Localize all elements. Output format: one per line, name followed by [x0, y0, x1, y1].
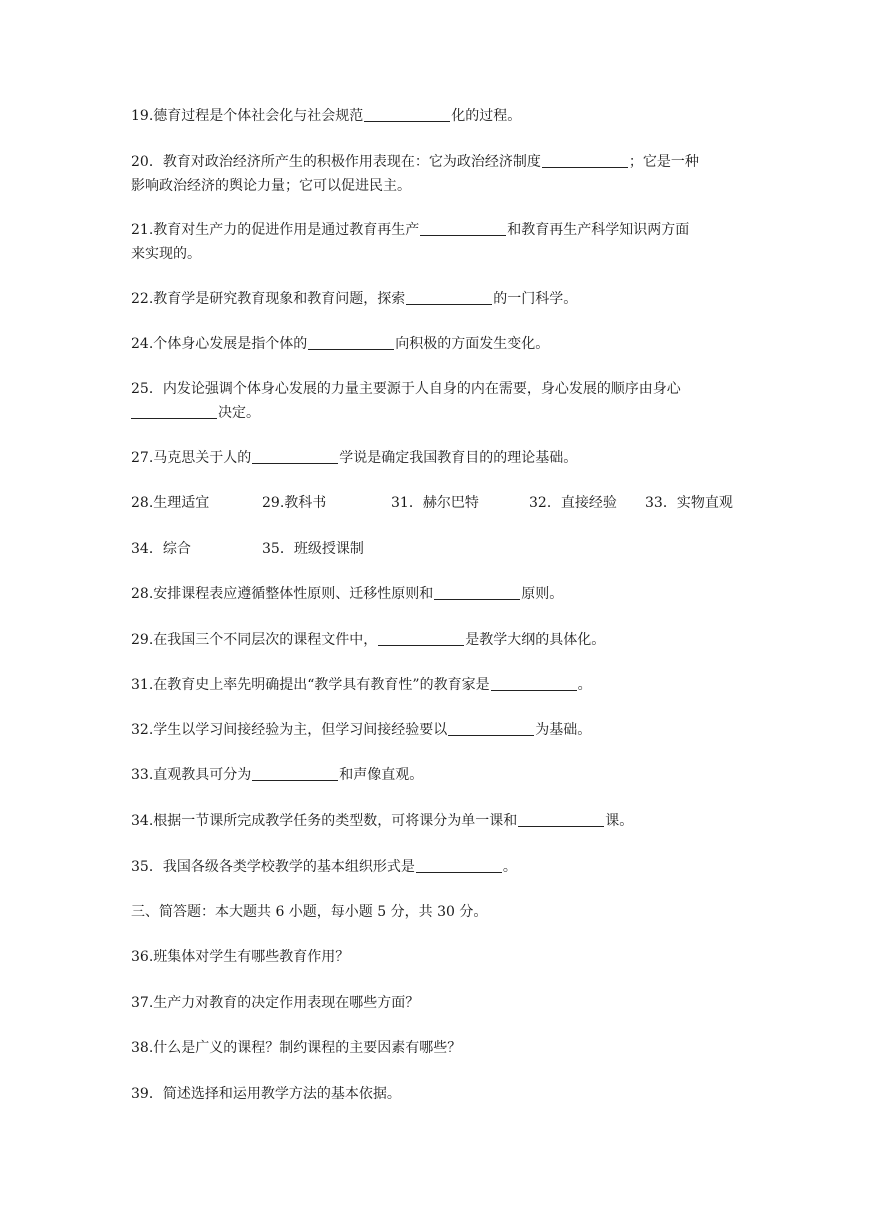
answer-item: 29.教科书 [262, 495, 327, 511]
fill-blank[interactable] [542, 151, 628, 168]
question-text: 原则。 [521, 586, 564, 602]
question-21-cont [131, 242, 741, 266]
question-text: 22.教育学是研究教育现象和教育问题，探索 [131, 291, 406, 307]
fill-blank[interactable] [518, 810, 604, 827]
question-38: 38.什么是广义的课程？制约课程的主要因素有哪些？ [131, 1040, 462, 1056]
question-text: 21.教育对生产力的促进作用是通过教育再生产 [131, 222, 420, 238]
question-22 [131, 287, 741, 311]
question-text: 33.直观教具可分为 [131, 767, 252, 783]
question-text: 31.在教育史上率先明确提出“教学具有教育性”的教育家是 [131, 677, 490, 693]
question-37: 37.生产力对教育的决定作用表现在哪些方面？ [131, 995, 420, 1011]
question-text: 的一门科学。 [493, 291, 578, 307]
question-text: 。 [502, 859, 517, 875]
question-text: 和教育再生产科学知识两方面 [507, 222, 690, 238]
answer-item: 35．班级授课制 [262, 541, 364, 557]
question-text: 28.安排课程表应遵循整体性原则、迁移性原则和 [131, 586, 434, 602]
question-28 [131, 582, 741, 606]
question-29 [131, 628, 741, 652]
question-20 [131, 150, 741, 174]
question-text: 34.根据一节课所完成教学任务的类型数，可将课分为单一课和 [131, 813, 518, 829]
question-text: 化的过程。 [451, 108, 522, 124]
fill-blank[interactable] [308, 333, 394, 350]
question-text: 27.马克思关于人的 [131, 450, 252, 466]
fill-blank[interactable] [364, 105, 450, 122]
question-text: 和声像直观。 [339, 767, 424, 783]
answer-item: 31．赫尔巴特 [391, 495, 479, 511]
question-text: 来实现的。 [131, 246, 201, 262]
question-text: 是教学大纲的具体化。 [465, 632, 606, 648]
fill-blank[interactable] [448, 719, 534, 736]
question-33 [131, 763, 741, 787]
question-32 [131, 718, 741, 742]
question-text: 为基础。 [535, 722, 592, 738]
question-text: 向积极的方面发生变化。 [395, 336, 550, 352]
question-text: 20．教育对政治经济所产生的积极作用表现在：它为政治经济制度 [131, 154, 541, 170]
question-text: 24.个体身心发展是指个体的 [131, 336, 308, 352]
question-text: 影响政治经济的舆论力量；它可以促进民主。 [131, 178, 411, 194]
question-text: 决定。 [218, 405, 260, 421]
question-20-cont [131, 174, 741, 198]
answer-item: 34．综合 [131, 541, 191, 557]
question-25-cont [131, 401, 741, 425]
question-25 [131, 377, 741, 401]
question-21 [131, 218, 741, 242]
question-text: ；它是一种 [628, 154, 699, 170]
question-text: 19.德育过程是个体社会化与社会规范 [131, 108, 364, 124]
section-heading: 三、简答题：本大题共 6 小题，每小题 5 分，共 30 分。 [131, 904, 488, 920]
question-31 [131, 673, 741, 697]
question-text: 32.学生以学习间接经验为主，但学习间接经验要以 [131, 722, 448, 738]
question-36: 36.班集体对学生有哪些教育作用？ [131, 949, 350, 965]
fill-blank[interactable] [131, 402, 217, 419]
question-27 [131, 446, 741, 470]
fill-blank[interactable] [378, 629, 464, 646]
question-35 [131, 855, 741, 879]
question-text: 25．内发论强调个体身心发展的力量主要源于人自身的内在需要，身心发展的顺序由身心 [131, 381, 681, 397]
question-19 [131, 104, 741, 128]
answer-item: 33．实物直观 [645, 495, 733, 511]
fill-blank[interactable] [252, 764, 338, 781]
fill-blank[interactable] [252, 447, 338, 464]
fill-blank[interactable] [434, 583, 520, 600]
question-text: 35．我国各级各类学校教学的基本组织形式是 [131, 859, 415, 875]
question-text: 学说是确定我国教育目的的理论基础。 [339, 450, 578, 466]
question-39: 39．简述选择和运用教学方法的基本依据。 [131, 1086, 401, 1102]
fill-blank[interactable] [406, 288, 492, 305]
question-text: 课。 [605, 813, 634, 829]
fill-blank[interactable] [420, 219, 506, 236]
question-34 [131, 809, 741, 833]
fill-blank[interactable] [491, 674, 577, 691]
question-text: 29.在我国三个不同层次的课程文件中， [131, 632, 378, 648]
answer-item: 28.生理适宜 [131, 495, 210, 511]
question-24 [131, 332, 741, 356]
fill-blank[interactable] [416, 856, 502, 873]
question-text: 。 [577, 677, 592, 693]
answer-item: 32．直接经验 [529, 495, 617, 511]
